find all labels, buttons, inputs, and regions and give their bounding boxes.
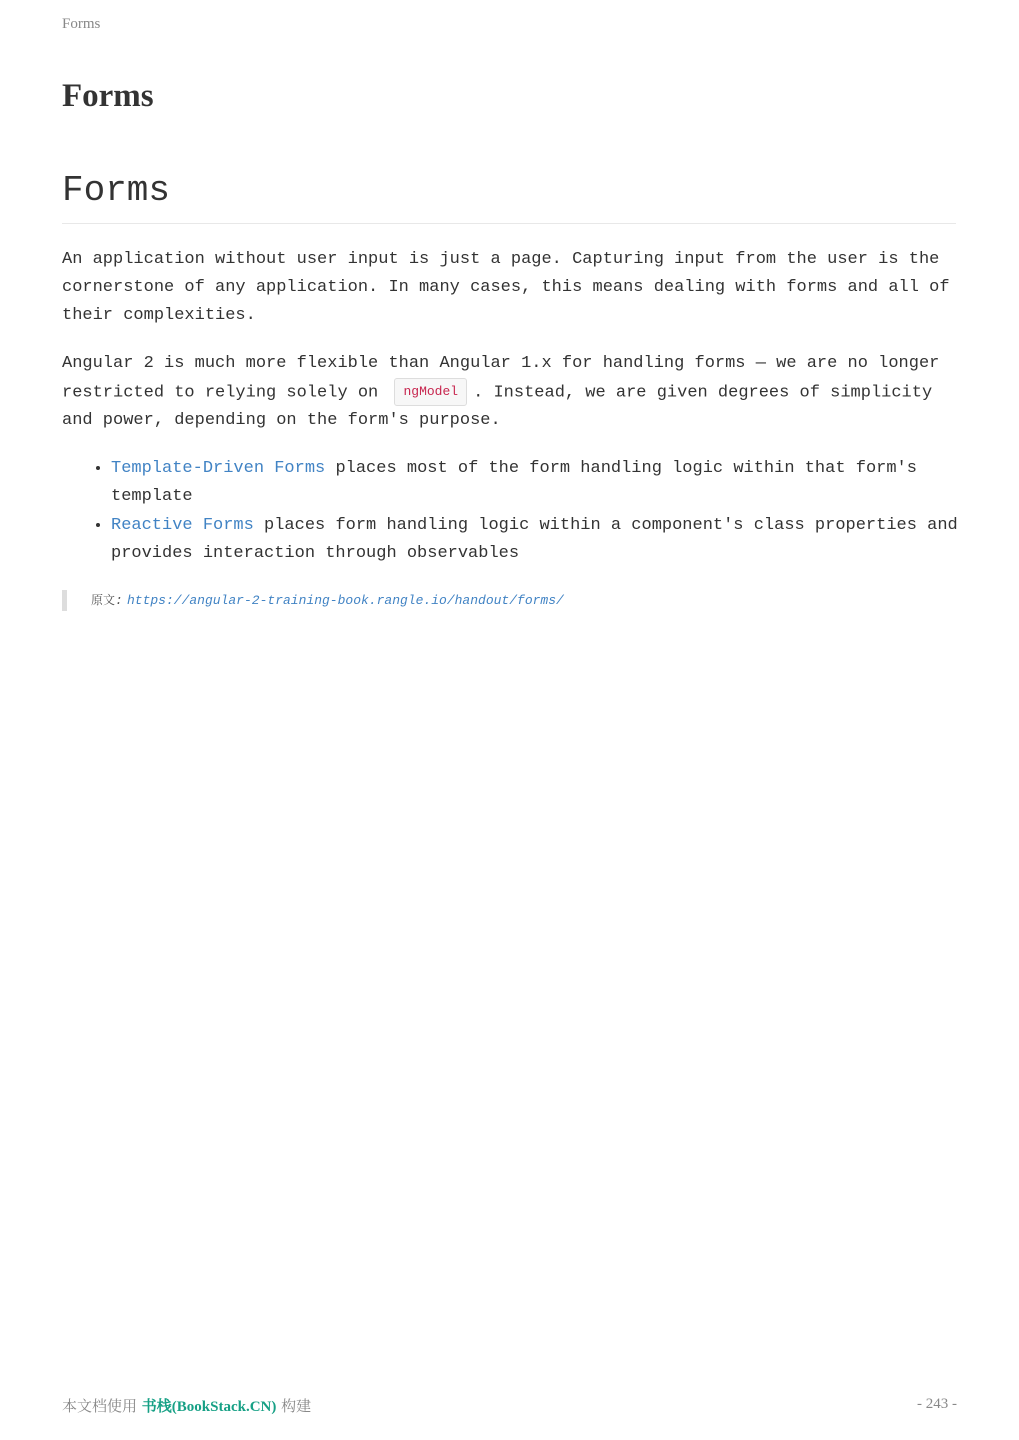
bookstack-link[interactable]: 书栈(BookStack.CN) <box>141 1399 277 1415</box>
footer-credit <box>62 1395 311 1416</box>
source-label: 原文 <box>91 593 116 607</box>
list-item <box>111 512 962 568</box>
form-types-list <box>62 455 962 568</box>
page-number: - 243 - <box>917 1396 957 1412</box>
section-title: Forms <box>62 170 956 224</box>
footer-suffix: 构建 <box>281 1397 312 1415</box>
chapter-title: Forms <box>62 78 154 114</box>
paragraph-text-after: . Instead, we are given degrees of simplicity and power, depending on the form's purpose. <box>62 383 933 431</box>
reactive-forms-link[interactable]: Reactive Forms <box>111 516 254 536</box>
list-item <box>111 455 962 511</box>
footer-prefix: 本文档使用 <box>62 1397 138 1415</box>
intro-paragraph: An application without user input is just a page. Capturing input from the user is the cornerstone of any application. In many cases, this means dealing with forms and all of their complexities. <box>62 250 950 325</box>
source-colon: : <box>115 593 123 608</box>
source-blockquote <box>62 590 564 611</box>
article-body <box>62 246 962 569</box>
header-breadcrumb: Forms <box>62 16 101 32</box>
template-driven-forms-link[interactable]: Template-Driven Forms <box>111 459 326 479</box>
flexibility-paragraph <box>62 350 962 435</box>
source-url-link[interactable]: https://angular-2-training-book.rangle.io/handout/forms/ <box>126 593 564 608</box>
list-item-text: places form handling logic within a component's class properties and provides interaction through observables <box>111 516 958 564</box>
ngmodel-code: ngModel <box>394 378 467 406</box>
paragraph-text-before: Angular 2 is much more flexible than Angular 1.x for handling forms — we are no longer restricted to relying solely on <box>62 354 940 403</box>
list-item-text: places most of the form handling logic within that form's template <box>111 459 917 507</box>
